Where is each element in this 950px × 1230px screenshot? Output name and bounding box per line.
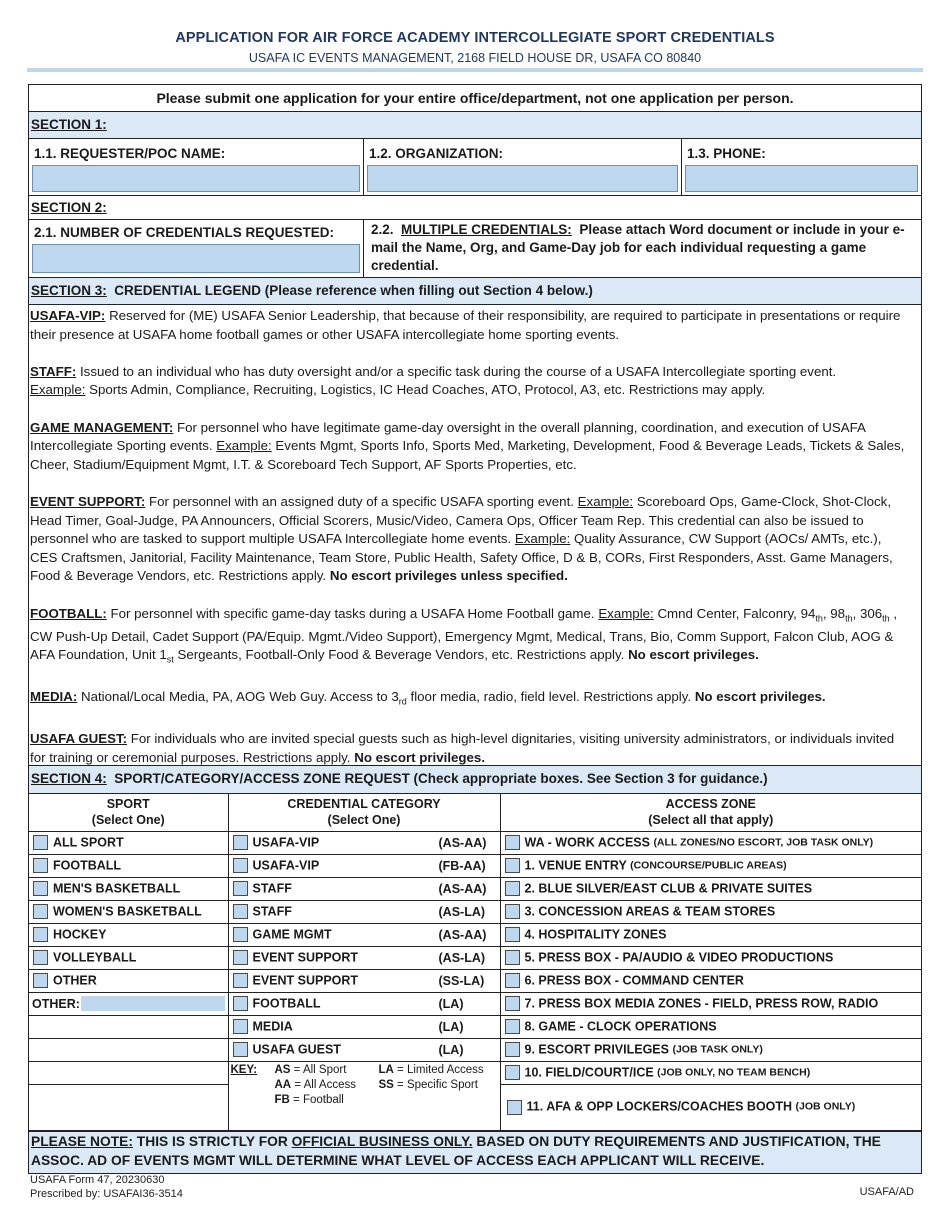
zone-row xyxy=(500,1038,921,1061)
category-code: (LA) xyxy=(438,996,464,1011)
category-code: (LA) xyxy=(438,1042,464,1057)
category-option xyxy=(228,877,500,900)
category-label: STAFF xyxy=(252,904,292,919)
zone-row: 11. AFA & OPP LOCKERS/COACHES BOOTH (JOB ONLY) xyxy=(500,1084,921,1130)
zone-row xyxy=(500,946,921,969)
form-title: APPLICATION FOR AIR FORCE ACADEMY INTERCOLLEGIATE SPORT CREDENTIALS xyxy=(175,30,775,46)
requester-label: 1.1. REQUESTER/POC NAME: xyxy=(34,146,226,161)
organization-cell xyxy=(364,139,682,195)
phone-label: 1.3. PHONE: xyxy=(687,146,766,161)
category-checkbox[interactable] xyxy=(233,996,248,1011)
category-checkbox[interactable] xyxy=(233,904,248,919)
sport-label: ALL SPORT xyxy=(53,835,124,850)
category-checkbox[interactable] xyxy=(233,858,248,873)
zone-checkbox[interactable] xyxy=(505,835,520,850)
legend-vip: USAFA-VIP: Reserved for (ME) USAFA Senior Leadership, that because of their responsibility, are required to participate in presentations or require their presence at USAFA home football games or other USAFA intercollegiate home sporting events. xyxy=(30,308,901,342)
sport-label: HOCKEY xyxy=(53,927,107,942)
submission-notice: Please submit one application for your entire office/department, not one application per person. xyxy=(29,85,921,112)
category-code: (AS-AA) xyxy=(438,927,487,942)
section1-fields xyxy=(29,139,921,196)
legend-game-management: GAME MANAGEMENT: For personnel who have legitimate game-day oversight in the overall planning, coordination, and execution of USAFA Intercollegiate Sporting events. Example: Events Mgmt, Sports Info, Sports Med, Marketing, Development, Food & Beverage Leads, Tickets & Sales, Cheer, Stadium/Equipment Mgmt, I.T. & Scoreboard Tech Support, AF Sports Properties, etc. xyxy=(30,419,905,472)
zone-label: 3. CONCESSION AREAS & TEAM STORES xyxy=(524,904,776,919)
requester-input[interactable] xyxy=(32,165,360,192)
empty-sport-cell xyxy=(29,1038,228,1061)
empty-sport-cell xyxy=(29,1061,228,1084)
sport-checkbox[interactable] xyxy=(33,904,48,919)
category-option xyxy=(228,923,500,946)
category-label: GAME MGMT xyxy=(252,927,332,942)
category-label: USAFA-VIP xyxy=(252,835,320,850)
organization-label: 1.2. ORGANIZATION: xyxy=(369,146,504,161)
zone-note: (ALL ZONES/NO ESCORT, JOB TASK ONLY) xyxy=(653,836,874,849)
legend-guest: USAFA GUEST: For individuals who are invited special guests such as high-level dignitaries, visiting university administrators, or individuals invited for training or ceremonial purposes. Restrictions apply. No escort privileges. xyxy=(30,731,895,765)
category-option xyxy=(228,1015,500,1038)
form-frame xyxy=(28,84,922,1174)
zone-row xyxy=(500,1015,921,1038)
other-sport-input[interactable] xyxy=(81,996,225,1011)
zone-row xyxy=(500,900,921,923)
sport-checkbox[interactable] xyxy=(33,881,48,896)
legend-event-support: EVENT SUPPORT: For personnel with an assigned duty of a specific USAFA sporting event. Example: Scoreboard Ops, Game-Clock, Shot-Clock, Head Timer, Goal-Judge, PA Announcers, Official Scorers, Music/Video, Camera Ops, Officer Team Rep. This credential can also be issued to personnel who are tasked to support multiple USAFA Intercollegiate home events. Example: Quality Assurance, CW Support (AOCs/ AMTs, etc.), CES Craftsmen, Janitorial, Facility Maintenance, Team Store, Public Health, Safety Office, D & B, CORs, First Responders, Asst. Game Managers, Food & Beverage Vendors, etc. Restrictions apply. No escort privileges unless specified. xyxy=(30,493,893,584)
section2-heading: SECTION 2: xyxy=(29,196,921,220)
zone-row xyxy=(500,877,921,900)
category-checkbox[interactable] xyxy=(233,950,248,965)
category-option xyxy=(228,992,500,1015)
category-label: MEDIA xyxy=(252,1019,293,1034)
form-address: USAFA IC EVENTS MANAGEMENT, 2168 FIELD HOUSE DR, USAFA CO 80840 xyxy=(248,51,702,65)
zone-checkbox[interactable] xyxy=(505,1019,520,1034)
legend-football: FOOTBALL: For personnel with specific game-day tasks during a USAFA Home Football game. Example: Cmnd Center, Falconry, $94_{th}$, $98_{th}$, $306_{th}$ , CW Push-Up Detail, Cadet Support (PA/Equip. Mgmt./Video Support), Emergency Mgmt, Medical, Trans, Bio, Comm Support, Falcon Club, AOG & AFA Foundation, Unit $1_{st}$ Sergeants, Football-Only Food & Beverage Vendors, etc. Restrictions apply. No escort privileges. xyxy=(30,605,898,665)
sport-checkbox[interactable] xyxy=(33,973,48,988)
sport-option xyxy=(29,923,228,946)
other-label: OTHER: xyxy=(32,996,80,1011)
zone-row xyxy=(500,854,921,877)
category-column-header: CREDENTIAL CATEGORY (Select One) xyxy=(228,794,500,831)
category-checkbox[interactable] xyxy=(233,1042,248,1057)
sport-option xyxy=(29,946,228,969)
category-option xyxy=(228,1038,500,1061)
zone-note: (JOB TASK ONLY) xyxy=(672,1043,763,1056)
sport-label: FOOTBALL xyxy=(53,858,122,873)
legend-staff: STAFF: Issued to an individual who has duty oversight and/or a specific task during the course of a USAFA Intercollegiate sporting event. Example: Sports Admin, Compliance, Recruiting, Logistics, IC Head Coaches, ATO, Protocol, A3, etc. Restrictions may apply. xyxy=(30,363,837,398)
form-footer-left xyxy=(30,1173,183,1201)
category-checkbox[interactable] xyxy=(233,1019,248,1034)
zone-row xyxy=(500,923,921,946)
sport-option xyxy=(29,831,228,854)
zone-label: 5. PRESS BOX - PA/AUDIO & VIDEO PRODUCTIONS xyxy=(524,950,834,965)
zone-label: 9. ESCORT PRIVILEGES xyxy=(524,1042,673,1057)
num-credentials-input[interactable] xyxy=(32,244,360,273)
multiple-credentials-text: 2.2. MULTIPLE CREDENTIALS: Please attach Word document or include in your e-mail the Name, Org, and Game-Day job for each individual requesting a game credential. xyxy=(371,222,905,273)
category-code: (SS-LA) xyxy=(438,973,485,988)
sport-option xyxy=(29,854,228,877)
category-option xyxy=(228,900,500,923)
category-code: (FB-AA) xyxy=(438,858,486,873)
zone-label: 6. PRESS BOX - COMMAND CENTER xyxy=(524,973,744,988)
sport-label: OTHER xyxy=(53,973,97,988)
sport-option xyxy=(29,900,228,923)
num-credentials-cell xyxy=(29,220,364,277)
zone-label: 1. VENUE ENTRY xyxy=(524,858,631,873)
organization-input[interactable] xyxy=(367,165,678,192)
zone-label: 8. GAME - CLOCK OPERATIONS xyxy=(524,1019,717,1034)
category-option xyxy=(228,854,500,877)
header-rule xyxy=(27,68,923,72)
sport-label: WOMEN'S BASKETBALL xyxy=(53,904,202,919)
sport-column-header: SPORT (Select One) xyxy=(29,794,228,831)
prescribed-by: Prescribed by: USAFAI36-3514 xyxy=(30,1188,183,1200)
zone-label: WA - WORK ACCESS xyxy=(524,835,654,850)
sport-label: VOLLEYBALL xyxy=(53,950,137,965)
category-option xyxy=(228,946,500,969)
zone-row xyxy=(500,831,921,854)
zone-label: 4. HOSPITALITY ZONES xyxy=(524,927,667,942)
phone-input[interactable] xyxy=(685,165,918,192)
zone-column-header: ACCESS ZONE (Select all that apply) xyxy=(500,794,921,831)
sport-checkbox[interactable] xyxy=(33,950,48,965)
category-checkbox[interactable] xyxy=(233,881,248,896)
zone-label: 2. BLUE SILVER/EAST CLUB & PRIVATE SUITES xyxy=(524,881,813,896)
category-code: (AS-LA) xyxy=(438,950,486,965)
phone-cell xyxy=(682,139,921,195)
category-label: EVENT SUPPORT xyxy=(252,950,359,965)
section4-heading: SECTION 4: SPORT/CATEGORY/ACCESS ZONE REQUEST (Check appropriate boxes. See Section 3 for guidance.) xyxy=(29,766,921,794)
category-code: (AS-AA) xyxy=(438,881,487,896)
please-note: PLEASE NOTE: THIS IS STRICTLY FOR OFFICIAL BUSINESS ONLY. BASED ON DUTY REQUIREMENTS AND JUSTIFICATION, THE ASSOC. AD OF EVENTS MGMT WILL DETERMINE WHAT LEVEL OF ACCESS EACH APPLICANT WILL RECEIVE. xyxy=(29,1131,921,1173)
category-code: (LA) xyxy=(438,1019,464,1034)
sport-checkbox[interactable] xyxy=(33,858,48,873)
key-legend: KEY: AS = All Sport LA = Limited Access AA = All Access SS = Specific Sport FB = Football xyxy=(228,1061,500,1130)
credential-legend xyxy=(29,305,921,766)
zone-checkbox[interactable] xyxy=(505,996,520,1011)
zone-row xyxy=(500,969,921,992)
section2-fields xyxy=(29,220,921,278)
category-label: USAFA GUEST xyxy=(252,1042,341,1057)
sport-checkbox[interactable] xyxy=(33,927,48,942)
empty-sport-cell xyxy=(29,1015,228,1038)
zone-checkbox[interactable] xyxy=(505,904,520,919)
empty-sport-cell xyxy=(29,1084,228,1130)
other-sport-field xyxy=(29,992,228,1015)
category-checkbox[interactable] xyxy=(233,927,248,942)
category-label: USAFA-VIP xyxy=(252,858,320,873)
section3-heading: SECTION 3: CREDENTIAL LEGEND (Please reference when filling out Section 4 below.) xyxy=(29,278,921,305)
category-checkbox[interactable] xyxy=(233,835,248,850)
category-code: (AS-LA) xyxy=(438,904,486,919)
category-label: FOOTBALL xyxy=(252,996,321,1011)
zone-checkbox[interactable] xyxy=(505,973,520,988)
category-label: EVENT SUPPORT xyxy=(252,973,359,988)
zone-checkbox[interactable] xyxy=(507,1100,522,1115)
request-table xyxy=(29,794,921,1131)
sport-label: MEN'S BASKETBALL xyxy=(53,881,181,896)
zone-checkbox[interactable] xyxy=(505,1065,520,1080)
legend-media: MEDIA: National/Local Media, PA, AOG Web Guy. Access to $3_{rd}$ floor media, radio, field level. Restrictions apply. No escort privileges. xyxy=(30,689,826,707)
num-credentials-label: 2.1. NUMBER OF CREDENTIALS REQUESTED: xyxy=(34,225,335,240)
category-option xyxy=(228,831,500,854)
zone-row: 10. FIELD/COURT/ICE (JOB ONLY, NO TEAM BENCH) xyxy=(500,1061,921,1084)
section1-heading: SECTION 1: xyxy=(29,112,921,139)
requester-cell xyxy=(29,139,364,195)
category-checkbox[interactable] xyxy=(233,973,248,988)
form-footer-office: USAFA/AD xyxy=(859,1186,914,1198)
zone-checkbox[interactable] xyxy=(505,1042,520,1057)
zone-checkbox[interactable] xyxy=(505,927,520,942)
category-label: STAFF xyxy=(252,881,292,896)
zone-note: (CONCOURSE/PUBLIC AREAS) xyxy=(630,859,787,872)
sport-option xyxy=(29,877,228,900)
zone-checkbox[interactable] xyxy=(505,858,520,873)
form-number: USAFA Form 47, 20230630 xyxy=(30,1174,165,1186)
sport-option xyxy=(29,969,228,992)
zone-checkbox[interactable] xyxy=(505,950,520,965)
zone-checkbox[interactable] xyxy=(505,881,520,896)
category-option xyxy=(228,969,500,992)
zone-label: 7. PRESS BOX MEDIA ZONES - FIELD, PRESS ROW, RADIO xyxy=(524,996,879,1011)
category-code: (AS-AA) xyxy=(438,835,487,850)
zone-row xyxy=(500,992,921,1015)
sport-checkbox[interactable] xyxy=(33,835,48,850)
